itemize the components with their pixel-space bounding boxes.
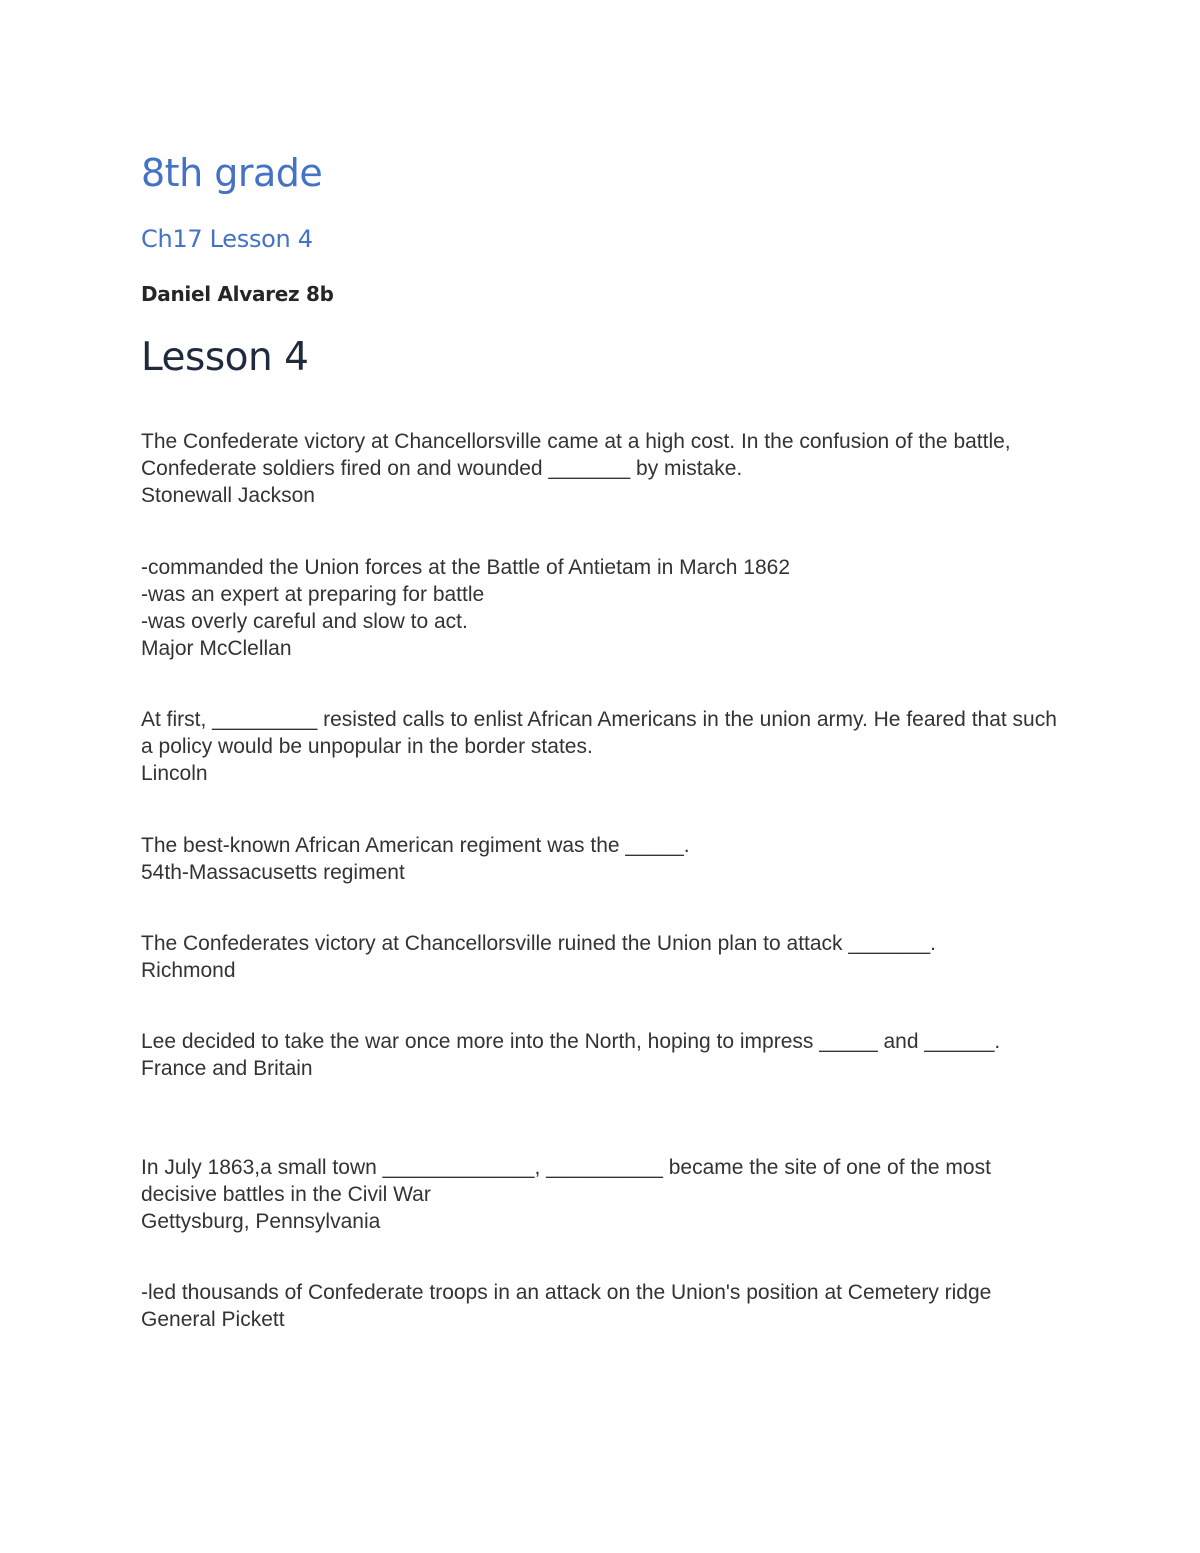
grade-title: 8th grade [141,151,323,195]
question-3 [141,706,1061,787]
question-text: The Confederates victory at Chancellorsville ruined the Union plan to attack _______. [141,932,936,955]
answer-text: Lincoln [141,762,208,785]
question-5 [141,930,1061,984]
question-6 [141,1028,1061,1082]
question-text: -commanded the Union forces at the Battle of Antietam in March 1862 [141,556,791,579]
author-name: Daniel Alvarez 8b [141,282,334,306]
answer-text: France and Britain [141,1057,313,1080]
answer-text: Gettysburg, Pennsylvania [141,1210,381,1233]
question-2 [141,554,1061,662]
question-text: In July 1863,a small town _____________, __________ became the site of one of the most decisive battles in the Civil War [141,1156,991,1206]
question-text: Lee decided to take the war once more into the North, hoping to impress _____ and ______. [141,1030,1001,1053]
question-text: At first, _________ resisted calls to enlist African Americans in the union army. He feared that such a policy would be unpopular in the border states. [141,708,1057,758]
question-text: -led thousands of Confederate troops in an attack on the Union's position at Cemetery ridge [141,1281,992,1304]
answer-text: 54th-Massacusetts regiment [141,861,405,884]
answer-text: Stonewall Jackson [141,484,315,507]
question-text: The Confederate victory at Chancellorsville came at a high cost. In the confusion of the battle, Confederate soldiers fired on and wounded _______ by mistake. [141,430,1011,480]
question-1 [141,428,1061,509]
answer-text: Richmond [141,959,236,982]
answer-text: Major McClellan [141,637,292,660]
question-text: The best-known African American regiment was the _____. [141,834,690,857]
question-7 [141,1154,1061,1235]
question-8 [141,1279,1061,1333]
question-text: -was overly careful and slow to act. [141,610,468,633]
question-4 [141,832,1061,886]
lesson-heading: Lesson 4 [141,335,309,380]
question-text: -was an expert at preparing for battle [141,583,485,606]
answer-text: General Pickett [141,1308,285,1331]
lesson-code: Ch17 Lesson 4 [141,225,313,253]
